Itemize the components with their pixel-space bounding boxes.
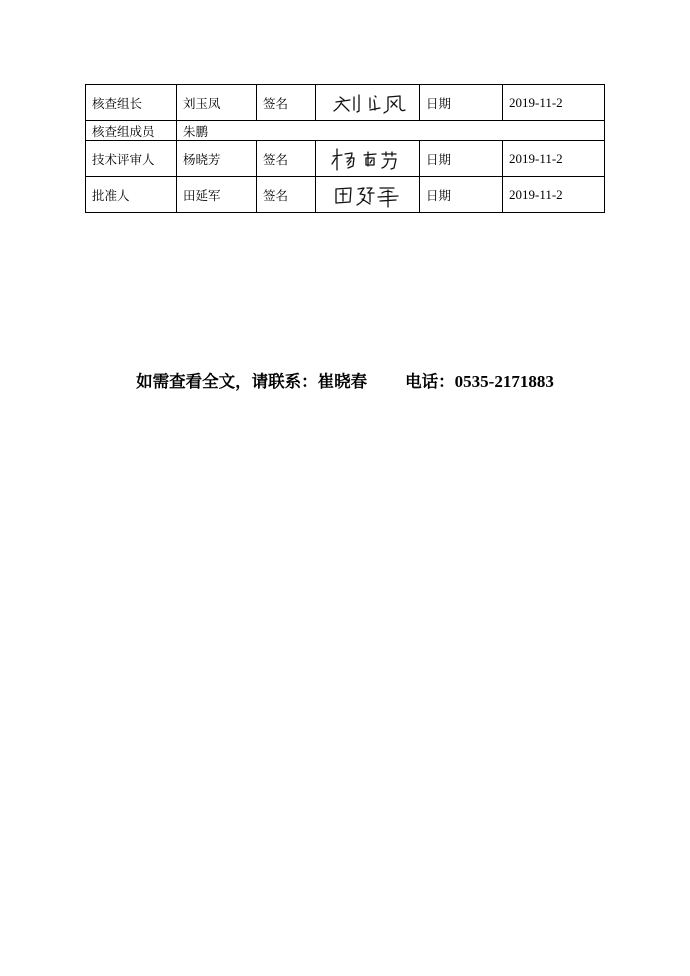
date-label-cell: 日期 — [420, 85, 503, 121]
name-cell: 刘玉凤 — [177, 85, 257, 121]
contact-line — [0, 368, 690, 392]
role-cell: 批准人 — [86, 177, 177, 213]
role-cell: 核查组成员 — [86, 121, 177, 141]
date-label-cell: 日期 — [420, 177, 503, 213]
table-row-team-member — [86, 121, 605, 141]
name-cell: 田延军 — [177, 177, 257, 213]
name-cell: 朱鹏 — [177, 121, 605, 141]
phone-label: 电话： — [405, 372, 455, 391]
signature-cell — [316, 177, 420, 213]
name-cell: 杨晓芳 — [177, 141, 257, 177]
role-cell: 核查组长 — [86, 85, 177, 121]
handwritten-signature-tian — [318, 180, 418, 210]
signature-table — [85, 84, 605, 213]
date-cell: 2019-11-2 — [503, 85, 605, 121]
sign-label-cell: 签名 — [257, 141, 316, 177]
phone-number: 0535-2171883 — [454, 372, 554, 391]
contact-text: 如需查看全文，请联系：崔晓春 — [136, 372, 368, 391]
table-row-team-leader — [86, 85, 605, 121]
sign-label-cell: 签名 — [257, 177, 316, 213]
sign-label-cell: 签名 — [257, 85, 316, 121]
signature-cell — [316, 85, 420, 121]
table-row-approver — [86, 177, 605, 213]
table-row-technical-reviewer — [86, 141, 605, 177]
date-label-cell: 日期 — [420, 141, 503, 177]
role-cell: 技术评审人 — [86, 141, 177, 177]
date-cell: 2019-11-2 — [503, 141, 605, 177]
date-cell: 2019-11-2 — [503, 177, 605, 213]
handwritten-signature-liu — [318, 88, 418, 118]
signature-cell — [316, 141, 420, 177]
handwritten-signature-yang — [318, 144, 418, 174]
